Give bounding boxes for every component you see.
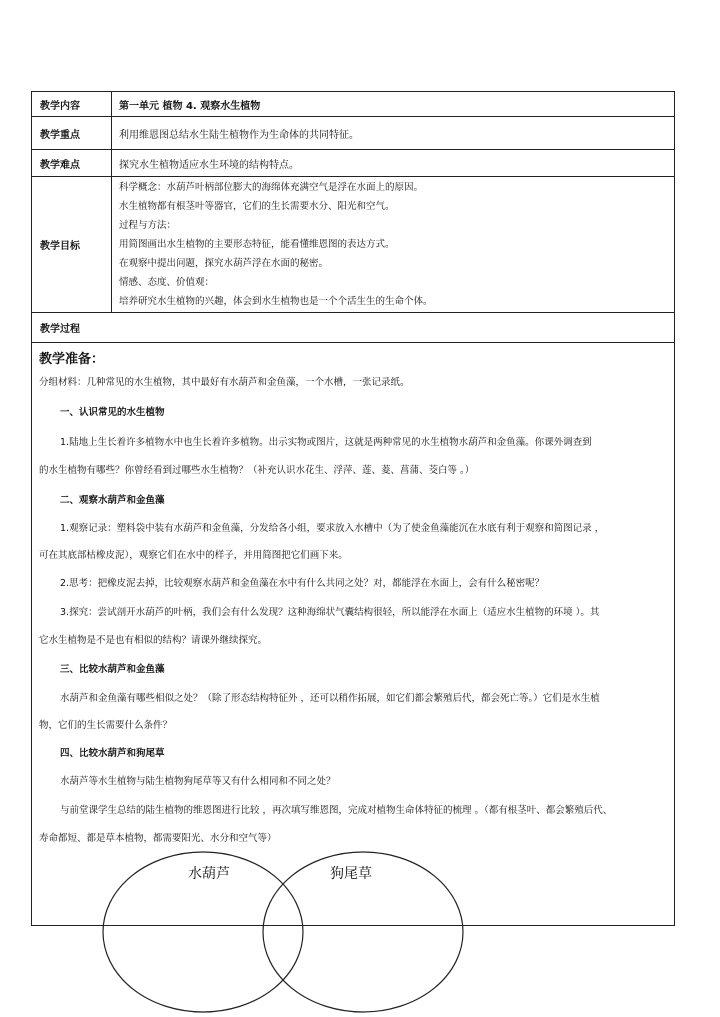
label-difficulties: 教学难点: [32, 150, 112, 177]
section-heading: 一、认识常见的水生植物: [60, 407, 165, 418]
venn-diagram: [98, 842, 468, 1017]
goal-line: 用简图画出水生植物的主要形态特征，能看懂维恩图的表达方式。: [119, 239, 395, 250]
label-process: 教学过程: [32, 313, 675, 343]
row-process: [32, 313, 675, 343]
goal-line: 培养研究水生植物的兴趣，体会到水生植物也是一个个活生生的生命个体。: [119, 296, 433, 307]
row-content: [32, 92, 675, 117]
value-key-points: 利用维恩图总结水生陆生植物作为生命体的共同特征。: [112, 117, 675, 150]
row-body: [32, 343, 675, 926]
value-difficulties: 探究水生植物适应水生环境的结构特点。: [112, 150, 675, 177]
paragraph: 与前堂课学生总结的陆生植物的维恩图进行比较 ，再次填写维恩图，完成对植物生命体特征的梳理 。（都有根茎叶、都会繁殖后代、: [60, 805, 613, 816]
goal-line: 情感、态度、价值观：: [119, 277, 215, 288]
section-heading: 三、比较水葫芦和金鱼藻: [60, 664, 165, 675]
process-body: [32, 343, 675, 926]
section-heading: 二、观察水葫芦和金鱼藻: [60, 495, 165, 506]
value-content: 第一单元 植物 4. 观察水生植物: [112, 92, 675, 117]
row-key-points: [32, 117, 675, 150]
prep-heading: 教学准备：: [39, 352, 105, 367]
paragraph: 水葫芦等水生植物与陆生植物狗尾草等又有什么相同和不同之处？: [60, 776, 336, 787]
paragraph: 1.观察记录：塑料袋中装有水葫芦和金鱼藻，分发给各小组，要求放入水槽中（为了使金鱼藻能沉在水底有利于观察和简图记录 ，: [60, 523, 605, 534]
paragraph: 它水生植物是不是也有相似的结构？请课外继续探究。: [39, 635, 268, 646]
paragraph: 物，它们的生长需要什么条件？: [39, 720, 173, 731]
goal-line: 过程与方法：: [119, 220, 177, 231]
paragraph: 的水生植物有哪些？你曾经看到过哪些水生植物？（补充认识水花生、浮萍、莲、菱、菖蒲、茭白等 。）: [39, 465, 475, 476]
paragraph: 寿命都短、都是草本植物，都需要阳光、水分和空气等）: [39, 833, 277, 844]
paragraph: 2.思考：把橡皮泥去掉，比较观察水葫芦和金鱼藻在水中有什么共同之处？对，都能浮在水面上，会有什么秘密呢？: [60, 578, 545, 589]
venn-right-label: 狗尾草: [330, 866, 372, 882]
label-goals: 教学目标: [32, 177, 112, 313]
paragraph: 3.探究：尝试剖开水葫芦的叶柄，我们会有什么发现？这种海绵状气囊结构很轻，所以能浮在水面上（适应水生植物的环境 ）。其: [60, 607, 600, 618]
materials-text: 分组材料：几种常见的水生植物，其中最好有水葫芦和金鱼藻，一个水槽，一张记录纸。: [39, 377, 410, 388]
row-goals: [32, 177, 675, 313]
paragraph: 水葫芦和金鱼藻有哪些相似之处？（除了形态结构特征外 ，还可以稍作拓展，如它们都会繁殖后代，都会死亡等。）它们是水生植: [60, 693, 600, 704]
paragraph: 1.陆地上生长着许多植物水中也生长着许多植物。出示实物或图片，这就是两种常见的水生植物水葫芦和金鱼藻。你课外调查到: [60, 437, 592, 448]
goal-line: 科学概念：水葫芦叶柄部位膨大的海绵体充满空气是浮在水面上的原因。: [119, 182, 424, 193]
label-content: 教学内容: [32, 92, 112, 117]
goal-line: 在观察中提出问题，探究水葫芦浮在水面的秘密。: [119, 258, 329, 269]
paragraph: 可在其底部枯橡皮泥），观察它们在水中的样子，并用简图把它们画下来。: [39, 550, 348, 561]
goal-line: 水生植物都有根茎叶等器官，它们的生长需要水分、阳光和空气。: [119, 201, 395, 212]
value-goals: [112, 177, 675, 313]
section-heading: 四、比较水葫芦和狗尾草: [60, 748, 165, 759]
label-key-points: 教学重点: [32, 117, 112, 150]
row-difficulties: [32, 150, 675, 177]
lesson-plan-table: [31, 91, 675, 926]
venn-left-label: 水葫芦: [188, 866, 230, 882]
